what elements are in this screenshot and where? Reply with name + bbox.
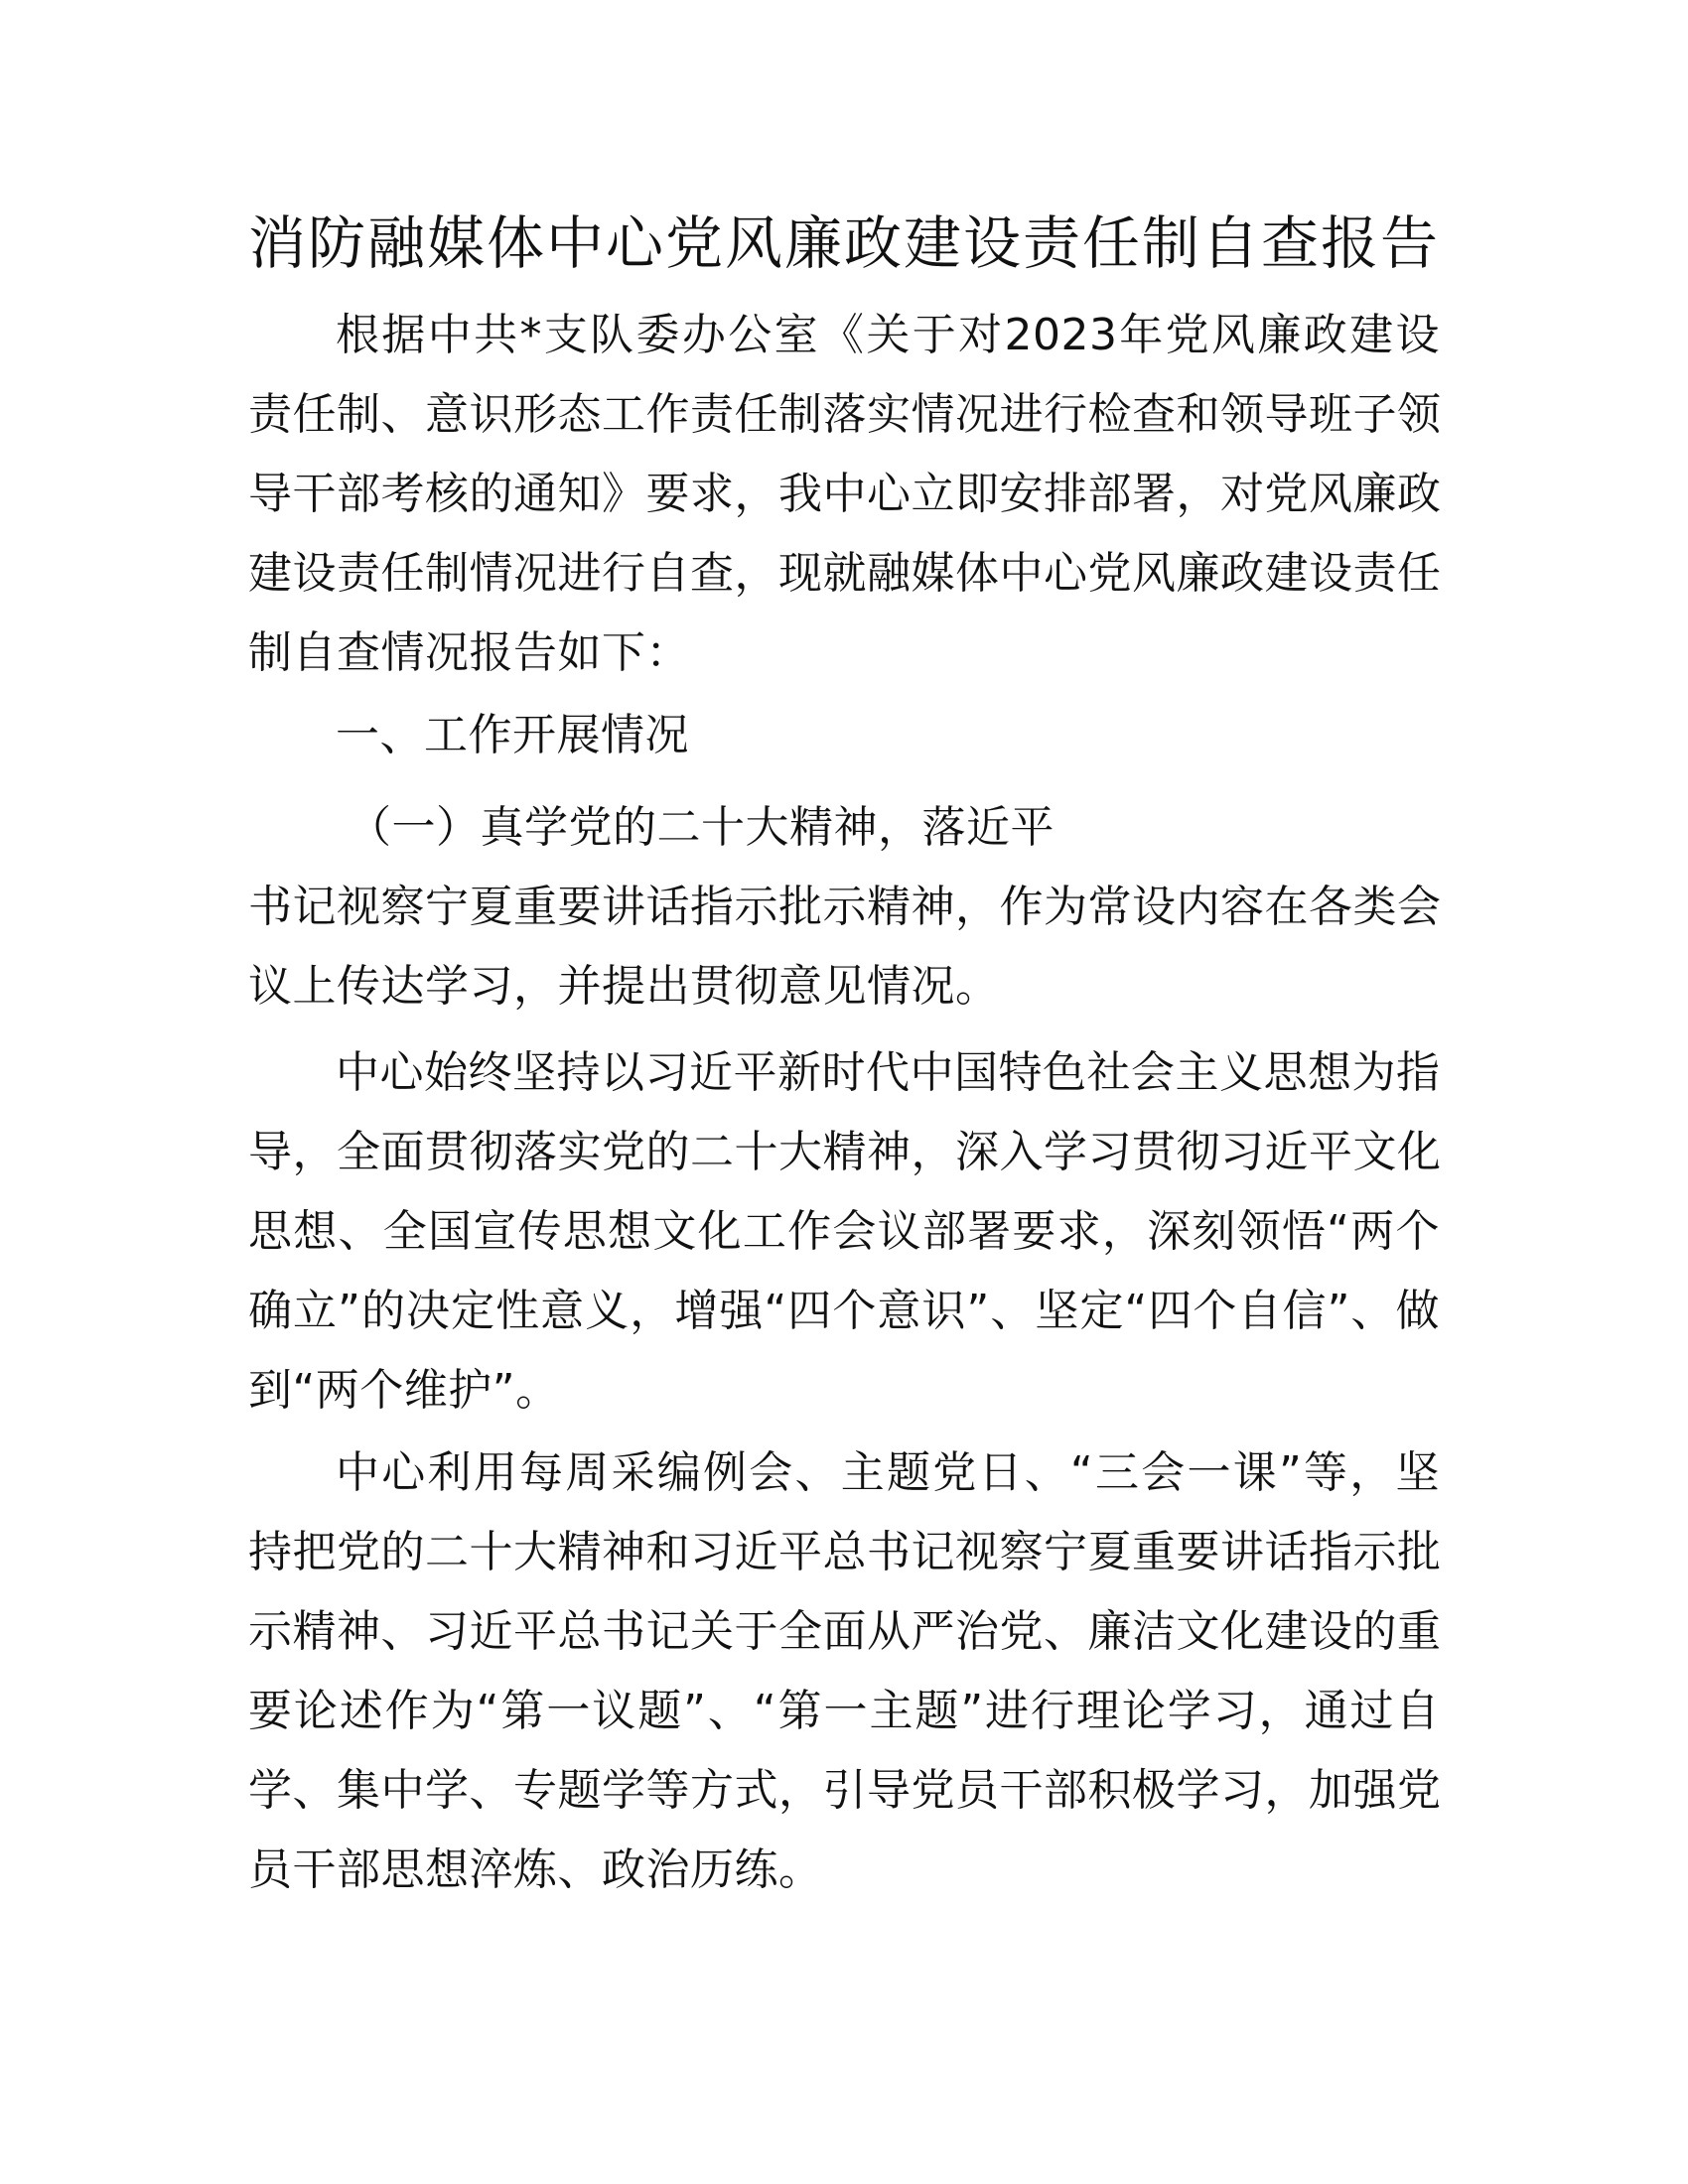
paragraph-line: 思想、全国宣传思想文化工作会议部署要求，深刻领悟“两个 — [248, 1206, 1440, 1257]
paragraph-line: 建设责任制情况进行自查，现就融媒体中心党风廉政建设责任 — [248, 548, 1442, 599]
paragraph-line: 导，全面贯彻落实党的二十大精神，深入学习贯彻习近平文化 — [248, 1127, 1442, 1177]
paragraph-line: 持把党的二十大精神和习近平总书记视察宁夏重要讲话指示批 — [248, 1527, 1442, 1577]
paragraph-line: 制自查情况报告如下： — [248, 627, 690, 678]
paragraph-line: 学、集中学、专题学等方式，引导党员干部积极学习，加强党 — [248, 1765, 1442, 1816]
paragraph-line: 根据中共*支队委办公室《关于对2023年党风廉政建设 — [336, 310, 1440, 360]
document-title: 消防融媒体中心党风廉政建设责任制自查报告 — [247, 209, 1440, 277]
paragraph-line: 中心始终坚持以习近平新时代中国特色社会主义思想为指 — [336, 1047, 1441, 1098]
paragraph-line: 责任制、意识形态工作责任制落实情况进行检查和领导班子领 — [248, 389, 1442, 440]
paragraph-line: 导干部考核的通知》要求，我中心立即安排部署，对党风廉政 — [248, 469, 1442, 519]
subsection-heading — [248, 800, 1440, 1038]
paragraph-study — [248, 1445, 1440, 1922]
paragraph-guidance — [248, 1045, 1440, 1442]
paragraph-line: 中心利用每周采编例会、主题党日、“三会一课”等，坚 — [336, 1447, 1440, 1498]
section-heading — [248, 708, 1440, 787]
paragraph-line: 员干部思想淬炼、政治历练。 — [248, 1844, 823, 1895]
paragraph-line: 议上传达学习，并提出贯彻意见情况。 — [248, 961, 1000, 1012]
paragraph-intro — [248, 308, 1440, 705]
paragraph-line: 到“两个维护”。 — [248, 1365, 560, 1416]
paragraph-line: 示精神、习近平总书记关于全面从严治党、廉洁文化建设的重 — [248, 1606, 1442, 1657]
section-heading-text: 一、工作开展情况 — [336, 710, 689, 760]
subsection-heading-text: （一）真学党的二十大精神，落近平 — [348, 802, 1055, 853]
paragraph-line: 要论述作为“第一议题”、“第一主题”进行理论学习，通过自 — [248, 1686, 1440, 1736]
paragraph-line: 书记视察宁夏重要讲话指示批示精神，作为常设内容在各类会 — [248, 882, 1442, 932]
paragraph-line: 确立”的决定性意义，增强“四个意识”、坚定“四个自信”、做 — [248, 1286, 1440, 1336]
